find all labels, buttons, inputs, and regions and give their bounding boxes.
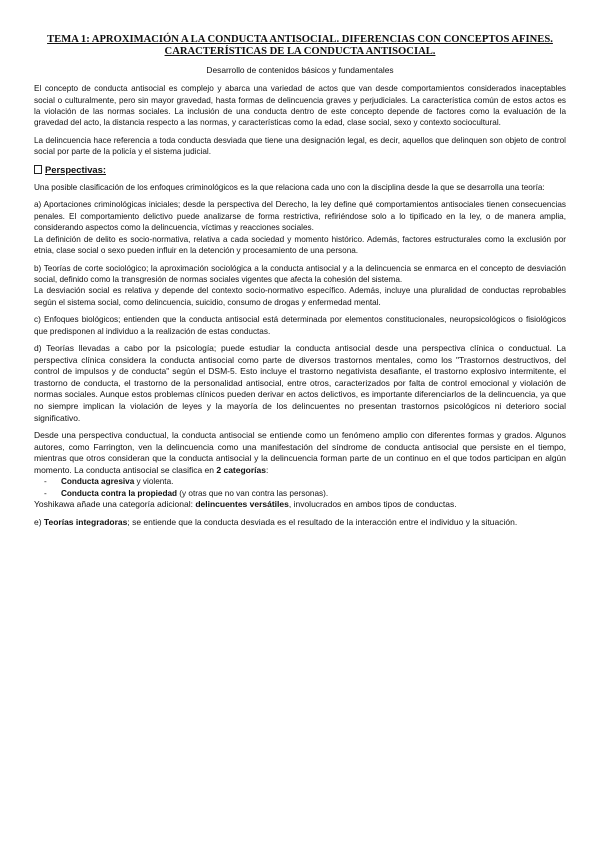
conductual-bold: 2 categorías (216, 464, 267, 475)
conductual-end: : (266, 464, 269, 475)
yoshikawa-post: , involucrados en ambos tipos de conductas. (288, 499, 457, 510)
section-d-paragraph: d) Teorías llevadas a cabo por la psicología; puede estudiar la conducta antisocial desde una perspectiva clínica o conductual. La perspectiva clínica considera la conducta antisocial como parte de diversos trastornos mentales, como los "Trastornos destructivos, del control de impulsos y de conducta" según el DSM-5. Esto incluye el trastorno negativista desafiante, el trastorno explosivo intermitente, el trastorno de conducta, el trastorno de la personalidad antisocial, entre otros, caracterizados por falta de control emocional y violación de normas sociales. Aunque estos problemas clínicos pueden derivar en actos delictivos, es importante diferenciarlos de la delincuencia, ya que no siempre implican la violación de leyes y la mayoría de los delincuentes no presentan trastornos psicológicos ni deterioro social significativo. (34, 342, 566, 423)
section-b-paragraph-1: b) Teorías de corte sociológico; la aproximación sociológica a la conducta antisocial y a la delincuencia se enmarca en el concepto de desviación social, definido como la transgresión de normas sociales vigentes que afecta la cohesión del sistema. (34, 263, 566, 284)
conductual-text: Desde una perspectiva conductual, la conducta antisocial se entiende como un fenómeno amplio con diferentes formas y grados. Algunos autores, como Farrington, ven la delincuencia como una manifestación del síndrome de conducta antisocial que persiste en el tiempo, mientras que otros consideran que la conducta antisocial y la delincuencia forman parte de un continuo en el que todos participan en algún momento. La conducta antisocial se clasifica en (34, 430, 566, 475)
document-title: TEMA 1: APROXIMACIÓN A LA CONDUCTA ANTISOCIAL. DIFERENCIAS CON CONCEPTOS AFINES. CARACTERÍSTICAS DE LA CONDUCTA ANTISOCIAL. (47, 34, 553, 58)
yoshikawa-pre: Yoshikawa añade una categoría adicional: (34, 499, 196, 510)
conductual-paragraph (34, 430, 566, 476)
section-a-paragraph-2: La definición de delito es socio-normativa, relativa a cada sociedad y momento histórico. Además, factores estructurales como la exclusión por etnia, clase social o sexo pueden influir en la detención y procesamiento de una persona. (34, 234, 566, 256)
category-rest: (y otras que no van contra las personas). (177, 488, 329, 498)
list-item (44, 488, 566, 499)
category-bold: Conducta contra la propiedad (61, 488, 178, 498)
section-e-bold: Teorías integradoras (43, 516, 128, 527)
section-e-text: ; se entiende que la conducta desviada es el resultado de la interacción entre el individuo y la situación. (127, 516, 518, 527)
perspectivas-heading-label: Perspectivas: (45, 163, 106, 175)
category-rest: y violenta. (134, 477, 174, 487)
document-page (34, 34, 566, 534)
perspectivas-intro: Una posible clasificación de los enfoques criminológicos es la que relaciona cada uno con la disciplina desde la que se desarrolla una teoría: (34, 183, 545, 193)
intro-paragraph-1: El concepto de conducta antisocial es complejo y abarca una variedad de actos que van desde comportamientos considerados inaceptables social o culturalmente, pero sin mayor gravedad, hasta formas de delincuencia graves y perjudiciales. La característica común de estos actos es la violación de las normas sociales. La inclusión de una conducta dentro de este concepto depende de factores como la evaluación de la gravedad del acto, la distancia respecto a las normas, y características como la edad, clase social, sexo y contexto sociocultural. (34, 84, 566, 128)
list-item (44, 476, 566, 487)
intro-paragraph-2: La delincuencia hace referencia a toda conducta desviada que tiene una designación legal, es decir, aquellos que delinquen son objeto de control social por parte de la policía y el sistema judicial. (34, 135, 566, 157)
section-e-label: e) (34, 516, 44, 527)
yoshikawa-bold: delincuentes versátiles (195, 499, 289, 510)
categories-list (34, 476, 566, 499)
document-subtitle: Desarrollo de contenidos básicos y fundamentales (206, 64, 394, 75)
category-bold: Conducta agresiva (61, 477, 135, 487)
section-a-paragraph-1: a) Aportaciones criminológicas iniciales; desde la perspectiva del Derecho, la ley define qué comportamientos antisociales tienen consecuencias penales. El comportamiento delictivo puede analizarse de forma restrictiva, refiriéndose solo a lo tipificado en la ley, o de manera amplia, considerando aspectos como la delincuencia, víctimas y reacciones sociales. (34, 200, 566, 233)
yoshikawa-paragraph (34, 499, 566, 511)
section-c-paragraph: c) Enfoques biológicos; entienden que la conducta antisocial está determinada por elementos constitucionales, neuropsicológicos o fisiológicos que predisponen al individuo a la realización de estas conductas. (34, 315, 566, 336)
section-e-paragraph (34, 517, 566, 529)
perspectivas-heading (34, 164, 566, 175)
section-b-paragraph-2: La desviación social es relativa y depende del contexto socio-normativo específico. Además, incluye una pluralidad de conductas reprobables según el sistema social, como delincuencia, suicidio, consumo de drogas y enfermedad mental. (34, 286, 566, 307)
checkbox-icon (34, 165, 42, 174)
